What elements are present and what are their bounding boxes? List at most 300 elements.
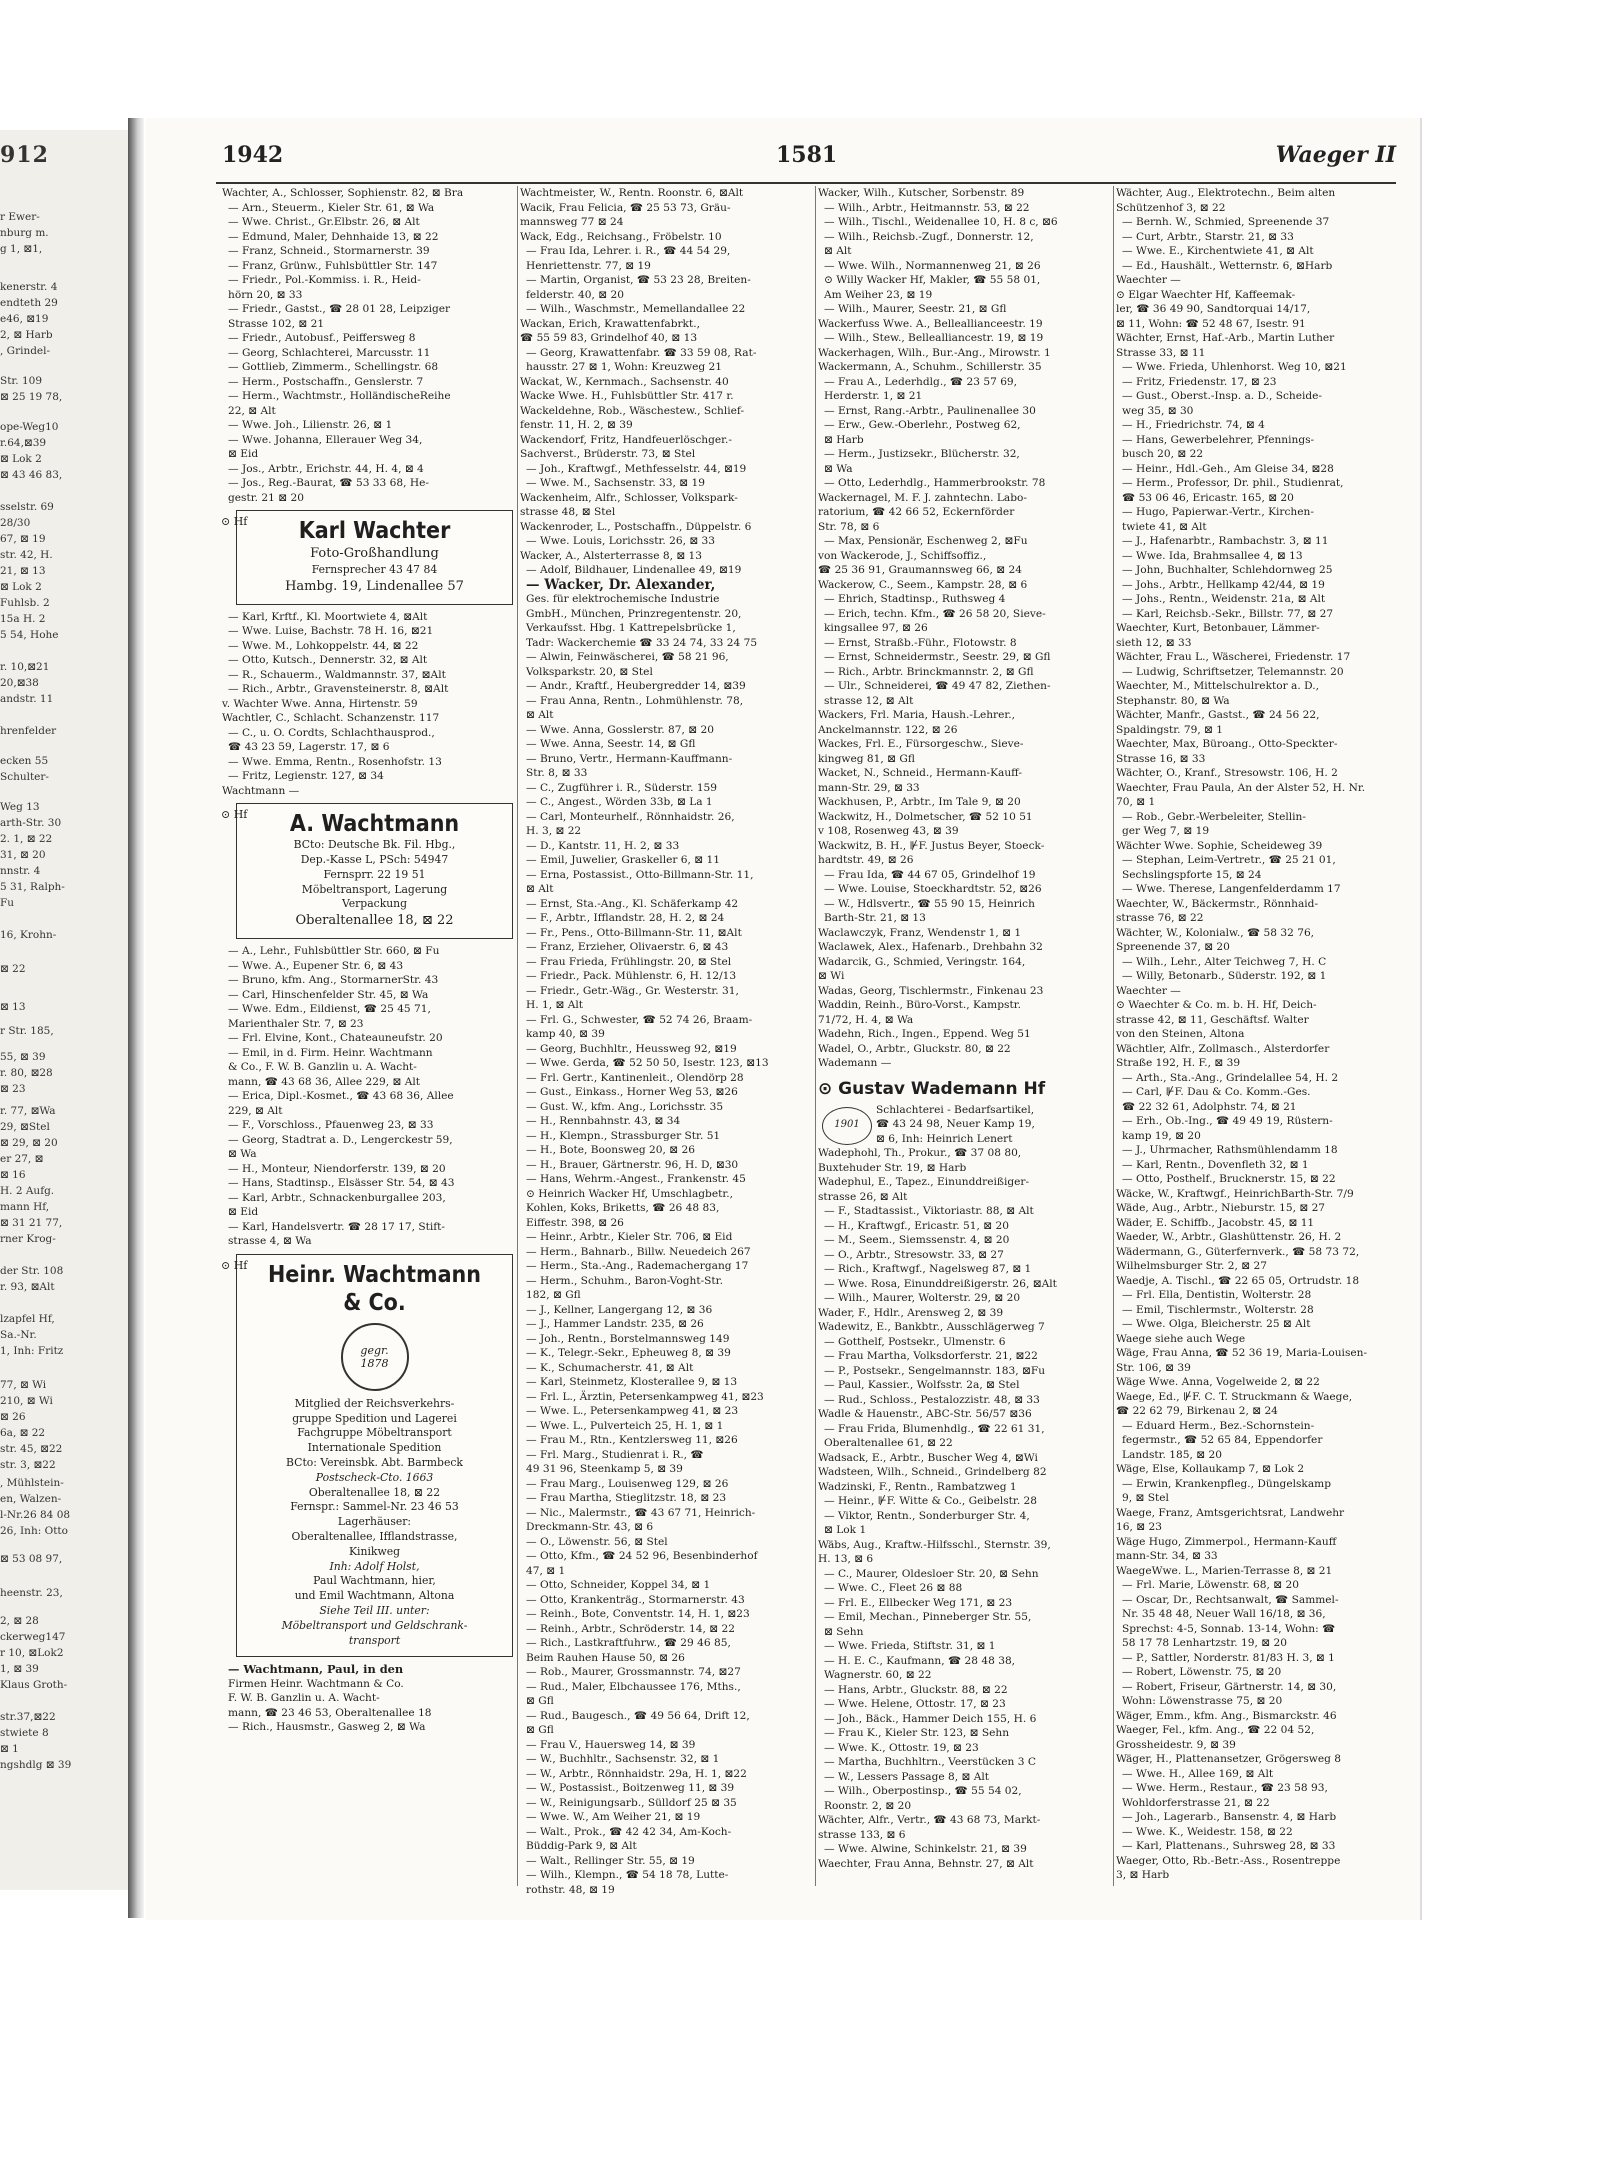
advertisement-line: BCto: Vereinsbk. Abt. Barmbeck	[286, 1455, 463, 1469]
directory-entry: — Friedr., Getr.-Wäg., Gr. Westerstr. 31,	[526, 984, 739, 997]
advertisement-line: ⊠ 6, Inh: Heinrich Lenert	[876, 1132, 1013, 1145]
previous-page-line: 210, ⊠ Wi	[0, 1395, 53, 1407]
directory-entry: — O., Löwenstr. 56, ⊠ Stel	[526, 1535, 668, 1548]
directory-entry: — Herm., Justizsekr., Blücherstr. 32,	[824, 448, 1020, 460]
advertisement-box	[221, 1254, 513, 1658]
previous-page-line: Sa.-Nr.	[0, 1329, 37, 1341]
previous-page-line: der Str. 108	[0, 1265, 64, 1277]
registered-mark: ⊙ Hf	[221, 808, 248, 822]
directory-entry: Waechter, W., Bäckermstr., Rönnhaid-	[1116, 897, 1319, 910]
header-page-number: 1581	[776, 142, 838, 168]
directory-entry: fenstr. 11, H. 2, ⊠ 39	[520, 419, 633, 431]
directory-entry: fegermstr., ☎ 52 65 84, Eppendorfer	[1122, 1434, 1323, 1446]
directory-entry: Marienthaler Str. 7, ⊠ 23	[228, 1017, 364, 1030]
directory-entry: Wächter, Aug., Elektrotechn., Beim alten	[1116, 187, 1336, 199]
directory-entry: kingweg 81, ⊠ Gfl	[818, 752, 915, 765]
directory-entry: Wäger, H., Plattenansetzer, Grögersweg 8	[1116, 1753, 1342, 1765]
directory-entry: Wadle & Hauenstr., ABC-Str. 56/57 ⊠36	[818, 1408, 1032, 1420]
directory-entry: — Wilh., Maurer, Wolterstr. 29, ⊠ 20	[824, 1292, 1021, 1304]
directory-entry: — Karl, Rentn., Dovenfleth 32, ⊠ 1	[1122, 1158, 1309, 1171]
previous-page-line: arth-Str. 30	[0, 817, 62, 829]
directory-entry: — Ehrich, Stadtinsp., Ruthsweg 4	[824, 593, 1006, 605]
directory-entry: Wachter, A., Schlosser, Sophienstr. 82, ⊠ Bra	[222, 187, 464, 199]
previous-page-line: heenstr. 23,	[0, 1587, 63, 1599]
directory-entry: — Wwe. Ida, Brahmsallee 4, ⊠ 13	[1122, 549, 1303, 562]
directory-entry: Wackenroder, L., Postschaffn., Düppelstr. 6	[520, 520, 752, 533]
directory-entry: Buxtehuder Str. 19, ⊠ Harb	[818, 1161, 967, 1174]
directory-entry: — Frl. Marg., Studienrat i. R., ☎	[526, 1448, 704, 1461]
directory-entry: 47, ⊠ 1	[526, 1564, 566, 1577]
directory-entry: — Hans, Arbtr., Gluckstr. 88, ⊠ 22	[824, 1683, 1008, 1696]
directory-entry: H. 13, ⊠ 6	[818, 1553, 874, 1565]
directory-entry: busch 20, ⊠ 22	[1122, 448, 1204, 460]
directory-entry: — Rich., Arbtr., Gravensteinerstr. 8, ⊠Alt	[228, 683, 449, 696]
directory-entry: F. W. B. Ganzlin u. A. Wacht-	[228, 1692, 380, 1705]
directory-entry: — H., Brauer, Gärtnerstr. 96, H. D, ⊠30	[526, 1158, 739, 1171]
directory-entry: strasse 133, ⊠ 6	[818, 1828, 906, 1841]
directory-entry: — Wwe. Anna, Gosslerstr. 87, ⊠ 20	[526, 723, 714, 736]
previous-page-line: er 27, ⊠	[0, 1153, 44, 1165]
directory-entry: Grossheidestr. 9, ⊠ 39	[1116, 1738, 1236, 1751]
directory-entry: — Wacker, Dr. Alexander,	[526, 576, 716, 593]
directory-entry: — Georg, Schlachterei, Marcusstr. 11	[228, 346, 431, 359]
directory-entry: — Franz, Grünw., Fuhlsbüttler Str. 147	[228, 259, 438, 272]
directory-entry: — Wilh., Klempn., ☎ 54 18 78, Lutte-	[526, 1869, 729, 1881]
directory-entry: Wächter, Ernst, Haf.-Arb., Martin Luther	[1116, 332, 1335, 344]
directory-entry: Verkaufsst. Hbg. 1 Kattrepelsbrücke 1,	[526, 622, 736, 634]
directory-entry: — Frau Ida, ☎ 44 67 05, Grindelhof 19	[824, 868, 1036, 881]
advertisement-name: & Co.	[343, 1289, 406, 1316]
directory-entry: — Eduard Herm., Bez.-Schornstein-	[1122, 1419, 1315, 1432]
previous-page-line: str. 42, H.	[0, 549, 53, 561]
directory-entry: Wadsteen, Wilh., Schneid., Grindelberg 82	[818, 1466, 1047, 1478]
column-4	[1116, 186, 1407, 1886]
directory-entry: — Herm., Postschaffn., Genslerstr. 7	[228, 375, 424, 388]
directory-page	[146, 118, 1422, 1920]
directory-entry: — W., Buchhltr., Sachsenstr. 32, ⊠ 1	[526, 1753, 720, 1765]
directory-entry: — J., Kellner, Langergang 12, ⊠ 36	[526, 1303, 713, 1316]
directory-entry: — Wwe. M., Lohkoppelstr. 44, ⊠ 22	[228, 639, 419, 652]
directory-entry: Wächter, Manfr., Gastst., ☎ 24 56 22,	[1116, 709, 1320, 721]
advertisement-line: Kinikweg	[348, 1544, 400, 1558]
directory-entry: — R., Schauerm., Waldmannstr. 37, ⊠Alt	[228, 668, 446, 681]
directory-entry: Waege, Ed., ⊮F. C. T. Struckmann & Waege,	[1116, 1390, 1353, 1403]
advertisement-line: Oberaltenallee, Ifflandstrasse,	[291, 1529, 458, 1543]
registered-mark: ⊙ Hf	[221, 515, 248, 528]
directory-entry: — Hans, Stadtinsp., Elsässer Str. 54, ⊠ 43	[228, 1177, 455, 1190]
previous-page-line: r Str. 185,	[0, 1025, 54, 1037]
previous-page-line: nnstr. 4	[0, 865, 41, 877]
directory-entry: hardtstr. 49, ⊠ 26	[818, 854, 914, 866]
directory-entry: — Wachtmann, Paul, in den	[228, 1662, 404, 1677]
directory-entry: Henriettenstr. 77, ⊠ 19	[526, 259, 651, 272]
founding-seal: 1901	[822, 1107, 872, 1145]
directory-entry: — Friedr., Pack. Mühlenstr. 6, H. 12/13	[526, 970, 737, 982]
directory-entry: — Georg, Buchhltr., Heussweg 92, ⊠19	[526, 1042, 737, 1055]
advertisement-name: A. Wachtmann	[289, 811, 460, 838]
directory-entry: Anckelmannstr. 122, ⊠ 26	[818, 723, 958, 736]
directory-entry: Wohldorferstrasse 21, ⊠ 22	[1122, 1796, 1270, 1809]
directory-entry: Wackwitz, B. H., ⊮F. Justus Beyer, Stoeck-	[818, 839, 1045, 852]
directory-entry: — Wilh., Stew., Bellealliancestr. 19, ⊠ 19	[824, 332, 1044, 344]
directory-entry: Wackendorf, Fritz, Handfeuerlöschger.-	[520, 433, 732, 446]
directory-entry: — C., Angest., Wörden 33b, ⊠ La 1	[526, 796, 713, 808]
advertisement-line: Schlachterei - Bedarfsartikel,	[876, 1103, 1035, 1116]
directory-entry: ⊙ Willy Wacker Hf, Makler, ☎ 55 58 01,	[824, 274, 1041, 286]
directory-entry: — Wwe. H., Allee 169, ⊠ Alt	[1122, 1767, 1274, 1780]
directory-entry: Ges. für elektrochemische Industrie	[526, 593, 720, 605]
directory-entry: — Frau Marg., Louisenweg 129, ⊠ 26	[526, 1477, 729, 1490]
previous-page-line: l-Nr.26 84 08	[0, 1509, 71, 1521]
advertisement-line: Mitglied der Reichsverkehrs-	[294, 1396, 455, 1410]
directory-entry: — C., Maurer, Oldesloer Str. 20, ⊠ Sehn	[824, 1567, 1039, 1580]
directory-entry: Tadr: Wackerchemie ☎ 33 24 74, 33 24 75	[526, 636, 758, 649]
directory-entry: hausstr. 27 ⊠ 1, Wohn: Kreuzweg 21	[526, 361, 723, 373]
previous-page-line: endteth 29	[0, 297, 58, 309]
previous-page-line: 2, ⊠ Harb	[0, 329, 53, 341]
directory-entry: — Walt., Prok., ☎ 42 42 34, Am-Koch-	[526, 1825, 732, 1838]
directory-entry: — Karl, Plattenans., Suhrsweg 28, ⊠ 33	[1122, 1840, 1336, 1852]
directory-entry: — Martin, Organist, ☎ 53 23 28, Breiten-	[526, 274, 751, 286]
previous-page-line: Fu	[0, 897, 15, 909]
advertisement-line: Fernspr.: Sammel-Nr. 23 46 53	[290, 1500, 459, 1514]
directory-entry: — Hans, Gewerbelehrer, Pfennings-	[1122, 433, 1315, 446]
directory-entry: Wohn: Löwenstrasse 75, ⊠ 20	[1122, 1695, 1283, 1707]
directory-entry: mannsweg 77 ⊠ 24	[520, 216, 624, 228]
directory-entry: Waechter, Frau Anna, Behnstr. 27, ⊠ Alt	[818, 1857, 1034, 1870]
previous-page-line: ⊠ 25 19 78,	[0, 391, 63, 403]
directory-entry: & Co., F. W. B. Ganzlin u. A. Wacht-	[228, 1061, 417, 1074]
directory-entry: — Bruno, Vertr., Hermann-Kauffmann-	[526, 752, 733, 765]
previous-page-line: e46, ⊠19	[0, 313, 49, 325]
previous-page-line: Fuhlsb. 2	[0, 597, 50, 609]
directory-entry: — Otto, Lederhdlg., Hammerbrookstr. 78	[824, 477, 1046, 489]
directory-entry: — Wwe. Johanna, Ellerauer Weg 34,	[228, 433, 423, 446]
directory-entry: 49 31 96, Steenkamp 5, ⊠ 39	[526, 1463, 683, 1475]
directory-entry: — Wwe. K., Ottostr. 19, ⊠ 23	[824, 1741, 979, 1754]
previous-page-line: ⊠ 23	[0, 1083, 26, 1095]
directory-entry: — Rud., Baugesch., ☎ 49 56 64, Drift 12,	[526, 1709, 750, 1722]
directory-entry: Waedje, A. Tischl., ☎ 22 65 05, Ortrudstr. 18	[1116, 1274, 1360, 1287]
previous-page-line: Schulter-	[0, 771, 49, 783]
directory-entry: — Wwe. M., Sachsenstr. 33, ⊠ 19	[526, 477, 705, 489]
directory-entry: 3, ⊠ Harb	[1116, 1869, 1170, 1881]
directory-entry: Str. 78, ⊠ 6	[818, 520, 880, 533]
directory-entry: twiete 41, ⊠ Alt	[1122, 520, 1207, 533]
directory-entry: — Emil, in d. Firm. Heinr. Wachtmann	[228, 1046, 433, 1059]
advertisement-line: Siehe Teil III. unter:	[319, 1603, 430, 1617]
directory-entry: — Frl. Elvine, Kont., Chateauneufstr. 20	[228, 1032, 443, 1045]
previous-page-line: ckerweg147	[0, 1631, 66, 1643]
advertisement-line: Verpackung	[341, 897, 408, 911]
directory-entry: — Emil, Juwelier, Graskeller 6, ⊠ 11	[526, 854, 720, 866]
advertisement-line: Fachgruppe Möbeltransport	[297, 1426, 452, 1440]
directory-entry: Waege, Franz, Amtsgerichtsrat, Landwehr	[1116, 1506, 1345, 1519]
column-divider	[1113, 186, 1114, 1886]
directory-entry: strasse 76, ⊠ 22	[1116, 912, 1204, 924]
previous-page-line: ⊠ 26	[0, 1411, 26, 1423]
previous-page-line: ⊠ 29, ⊠ 20	[0, 1137, 58, 1149]
previous-page-line: ⊠ 22	[0, 963, 26, 975]
directory-entry: gestr. 21 ⊠ 20	[228, 491, 304, 504]
directory-entry: — Karl, Reichsb.-Sekr., Billstr. 77, ⊠ 27	[1122, 607, 1334, 620]
directory-entry: ⊠ Alt	[526, 709, 554, 721]
right-margin	[1422, 118, 1600, 1920]
directory-entry: — Bruno, kfm. Ang., StormarnerStr. 43	[228, 974, 439, 987]
directory-entry: — Wilh., Lehr., Alter Teichweg 7, H. C	[1122, 955, 1327, 968]
previous-page-line: 15a H. 2	[0, 613, 46, 625]
directory-entry: Wackan, Erich, Krawattenfabrkt.,	[520, 317, 700, 330]
previous-page-line: 2, ⊠ 28	[0, 1615, 39, 1627]
directory-entry: — Heinr., ⊮F. Witte & Co., Geibelstr. 28	[824, 1495, 1038, 1507]
directory-entry: — Frl. L., Ärztin, Petersenkampweg 41, ⊠23	[526, 1390, 764, 1403]
directory-entry: — Rich., Kraftwgf., Nagelsweg 87, ⊠ 1	[824, 1263, 1032, 1275]
directory-entry: ⊠ Gfl	[526, 1724, 554, 1736]
previous-page-line: ngshdlg ⊠ 39	[0, 1759, 72, 1771]
directory-entry: — J., Hafenarbtr., Rambachstr. 3, ⊠ 11	[1122, 535, 1329, 547]
directory-entry: kamp 19, ⊠ 20	[1122, 1129, 1201, 1142]
directory-entry: — Wwe. Wilh., Normannenweg 21, ⊠ 26	[824, 259, 1041, 272]
previous-page-line: 5 54, Hohe	[0, 629, 59, 641]
directory-entry: — Franz, Schneid., Stormarnerstr. 39	[228, 245, 430, 257]
directory-entry: — Ed., Haushält., Wetternstr. 6, ⊠Harb	[1122, 259, 1333, 272]
directory-entry: v. Wachter Wwe. Anna, Hirtenstr. 59	[222, 697, 418, 710]
directory-entry: Strasse 33, ⊠ 11	[1116, 346, 1206, 359]
directory-entry: Wackenheim, Alfr., Schlosser, Volkspark-	[520, 491, 738, 504]
directory-entry: kingsallee 97, ⊠ 26	[824, 622, 928, 634]
advertisement-line: Oberaltenallee 18, ⊠ 22	[308, 1485, 441, 1499]
directory-entry: — Walt., Rellinger Str. 55, ⊠ 19	[526, 1854, 695, 1867]
previous-page-line: ⊠ Lok 2	[0, 453, 42, 465]
previous-page-line: 26, Inh: Otto	[0, 1525, 68, 1537]
directory-entry: — Frl. G., Schwester, ☎ 52 74 26, Braam-	[526, 1013, 753, 1026]
directory-entry: — Gottlieb, Zimmerm., Schellingstr. 68	[228, 361, 439, 373]
directory-entry: — Jos., Arbtr., Erichstr. 44, H. 4, ⊠ 4	[228, 462, 424, 475]
directory-entry: ratorium, ☎ 42 66 52, Eckernförder	[818, 506, 1015, 518]
previous-page-line: 6a, ⊠ 22	[0, 1427, 46, 1439]
directory-entry: Wadephul, E., Tapez., Einunddreißiger-	[818, 1176, 1030, 1188]
directory-entry: — Erna, Postassist., Otto-Billmann-Str. 11,	[526, 868, 754, 881]
previous-page-line: 77, ⊠ Wi	[0, 1379, 47, 1391]
directory-entry: 9, ⊠ Stel	[1122, 1492, 1169, 1504]
directory-entry: — Karl, Handelsvertr. ☎ 28 17 17, Stift-	[228, 1220, 445, 1233]
directory-entry: — Karl, Krftf., Kl. Moortwiete 4, ⊠Alt	[228, 610, 428, 623]
directory-entry: — Wwe. Emma, Rentn., Rosenhofstr. 13	[228, 755, 442, 768]
directory-entry: mann-Str. 29, ⊠ 33	[818, 781, 920, 794]
directory-entry: — Oscar, Dr., Rechtsanwalt, ☎ Sammel-	[1122, 1593, 1339, 1606]
directory-entry: v 108, Rosenweg 43, ⊠ 39	[818, 825, 959, 837]
directory-entry: — Georg, Krawattenfabr. ☎ 33 59 08, Rat-	[526, 346, 757, 359]
directory-entry: — Viktor, Rentn., Sonderburger Str. 4,	[824, 1509, 1030, 1522]
directory-entry: — Wwe. Herm., Restaur., ☎ 23 58 93,	[1122, 1782, 1328, 1794]
directory-entry: Straße 192, H. F., ⊠ 39	[1116, 1057, 1241, 1069]
directory-entry: weg 35, ⊠ 30	[1122, 404, 1194, 417]
directory-entry: — H., Monteur, Niendorferstr. 139, ⊠ 20	[228, 1162, 446, 1175]
directory-entry: — Carl, Monteurhelf., Rönnhaidstr. 26,	[526, 810, 735, 823]
directory-entry: Waeder, W., Arbtr., Glashüttenstr. 26, H. 2	[1116, 1231, 1342, 1243]
directory-entry: — W., Reinigungsarb., Sülldorf 25 ⊠ 35	[526, 1796, 737, 1809]
directory-entry: ☎ 55 59 83, Grindelhof 40, ⊠ 13	[520, 332, 698, 344]
directory-entry: — Willy, Betonarb., Süderstr. 192, ⊠ 1	[1122, 970, 1327, 982]
directory-entry: — Erw., Gew.-Oberlehr., Postweg 62,	[824, 419, 1021, 431]
directory-entry: Wäge, Else, Kollaukamp 7, ⊠ Lok 2	[1116, 1463, 1305, 1475]
directory-entry: — Carl, ⊮F. Dau & Co. Komm.-Ges.	[1122, 1086, 1311, 1098]
advertisement-line: transport	[348, 1633, 401, 1647]
registered-mark: ⊙ Hf	[221, 1258, 248, 1272]
directory-entry: ☎ 25 36 91, Graumannsweg 66, ⊠ 24	[818, 564, 1023, 576]
directory-entry: — Heinr., Hdl.-Geh., Am Gleise 34, ⊠28	[1122, 462, 1334, 475]
advertisement-line: Fernsprr. 22 19 51	[323, 867, 426, 881]
directory-entry: — Franz, Erzieher, Olivaerstr. 6, ⊠ 43	[526, 941, 729, 953]
directory-entry: Wackeldehne, Rob., Wäschestew., Schlief-	[520, 404, 745, 417]
directory-entry: — Wilh., Maurer, Seestr. 21, ⊠ Gfl	[824, 303, 1007, 315]
directory-entry: — Otto, Kfm., ☎ 24 52 96, Besenbinderhof	[526, 1550, 758, 1562]
previous-page-line: 67, ⊠ 19	[0, 533, 46, 545]
previous-page-line: 28/30	[0, 517, 31, 529]
directory-entry: — Rich., Lastkraftfuhrw., ☎ 29 46 85,	[526, 1637, 731, 1649]
directory-entry: — F., Arbtr., Ifflandstr. 28, H. 2, ⊠ 24	[526, 912, 725, 924]
directory-entry: 58 17 78 Lenhartzstr. 19, ⊠ 20	[1122, 1637, 1287, 1649]
directory-entry: Wächter, Frau L., Wäscherei, Friedenstr. 17	[1116, 651, 1351, 663]
directory-entry: — H. E. C., Kaufmann, ☎ 28 48 38,	[824, 1654, 1016, 1667]
directory-entry: — Robert, Friseur, Gärtnerstr. 14, ⊠ 30,	[1122, 1680, 1337, 1693]
directory-entry: Eiffestr. 398, ⊠ 26	[526, 1216, 624, 1229]
directory-entry: — Arth., Sta.-Ang., Grindelallee 54, H. 2	[1122, 1071, 1339, 1084]
directory-entry: strasse 4, ⊠ Wa	[228, 1235, 312, 1248]
directory-entry: — F., Stadtassist., Viktoriastr. 88, ⊠ Alt	[824, 1205, 1034, 1217]
directory-entry: Waechter —	[1116, 274, 1181, 286]
previous-page-line: r. 10,⊠21	[0, 661, 50, 673]
directory-entry: Wäge Hugo, Zimmerpol., Hermann-Kauff	[1116, 1535, 1337, 1548]
directory-entry: — Karl, Arbtr., Schnackenburgallee 203,	[228, 1191, 446, 1204]
directory-entry: — Frau M., Rtn., Kentzlersweg 11, ⊠26	[526, 1434, 738, 1446]
directory-entry: — Emil, Mechan., Pinneberger Str. 55,	[824, 1611, 1032, 1623]
directory-entry: — K., Schumacherstr. 41, ⊠ Alt	[526, 1361, 694, 1374]
directory-entry: ⊙ Elgar Waechter Hf, Kaffeemak-	[1116, 288, 1296, 301]
directory-entry: — D., Kantstr. 11, H. 2, ⊠ 33	[526, 839, 680, 852]
directory-entry: — M., Seem., Siemssenstr. 4, ⊠ 20	[824, 1234, 1010, 1246]
directory-entry: — Frl. Gertr., Kantinenleit., Olendörp 28	[526, 1071, 744, 1084]
directory-entry: ⊠ Eid	[228, 448, 259, 460]
directory-entry: — C., Zugführer i. R., Süderstr. 159	[526, 781, 718, 794]
previous-page-line: mann Hf,	[0, 1201, 50, 1213]
previous-page-line: ⊠ 16	[0, 1169, 26, 1181]
directory-entry: — Gotthelf, Postsekr., Ulmenstr. 6	[824, 1335, 1006, 1348]
header-rule	[216, 182, 1396, 184]
column-3	[818, 186, 1109, 1886]
previous-page-line: 21, ⊠ 13	[0, 565, 46, 577]
directory-entry: ger Weg 7, ⊠ 19	[1122, 825, 1210, 837]
previous-page-line: en, Walzen-	[0, 1493, 62, 1505]
page-header	[216, 138, 1396, 178]
seal-year: 1878	[360, 1356, 389, 1370]
previous-page-line: str.37,⊠22	[0, 1711, 56, 1723]
directory-entry: — Friedr., Autobusf., Peiffersweg 8	[228, 332, 416, 344]
directory-entry: Wadel, O., Arbtr., Gluckstr. 80, ⊠ 22	[818, 1042, 1011, 1055]
directory-entry: ⊠ Wi	[818, 970, 845, 982]
directory-entry: — Wwe. Anna, Seestr. 14, ⊠ Gfl	[526, 738, 696, 750]
previous-page-line: ecken 55	[0, 755, 49, 767]
directory-entry: strasse 48, ⊠ Stel	[520, 506, 616, 518]
directory-entry: Firmen Heinr. Wachtmann & Co.	[228, 1677, 404, 1690]
directory-entry: — Ludwig, Schriftsetzer, Telemannstr. 20	[1122, 665, 1344, 678]
directory-entry: — Wwe. Frieda, Uhlenhorst. Weg 10, ⊠21	[1122, 361, 1347, 373]
previous-page-line: andstr. 11	[0, 693, 54, 705]
directory-entry: — Herm., Professor, Dr. phil., Studienrat,	[1122, 477, 1344, 489]
advertisement-line: Fernsprecher 43 47 84	[311, 563, 438, 576]
directory-entry: — Wwe. Rosa, Einunddreißigerstr. 26, ⊠Alt	[824, 1277, 1057, 1290]
directory-entry: Sprechst: 4-5, Sonnab. 13-14, Wohn: ☎	[1122, 1622, 1336, 1635]
header-year: 1942	[222, 142, 284, 168]
directory-entry: — Wwe. Luise, Bachstr. 78 H. 16, ⊠21	[228, 625, 434, 638]
advertisement-line: Möbeltransport, Lagerung	[301, 882, 448, 896]
directory-entry: — Frau Anna, Rentn., Lohmühlenstr. 78,	[526, 694, 744, 707]
directory-entry: — John, Buchhalter, Schlehdornweg 25	[1122, 564, 1333, 576]
previous-page-year: 912	[0, 142, 49, 168]
directory-entry: ☎ 22 32 61, Adolphstr. 74, ⊠ 21	[1122, 1100, 1297, 1113]
directory-entry: — Herm., Wachtmstr., HolländischeReihe	[228, 390, 451, 402]
directory-entry: ⊠ Gfl	[526, 1695, 554, 1707]
directory-entry: — Rob., Maurer, Grossmannstr. 74, ⊠27	[526, 1666, 741, 1678]
directory-entry: Landstr. 185, ⊠ 20	[1122, 1448, 1222, 1461]
previous-page-line: Weg 13	[0, 801, 40, 813]
directory-entry: Waege siehe auch Wege	[1116, 1332, 1246, 1345]
directory-entry: Wackerow, C., Seem., Kampstr. 28, ⊠ 6	[818, 578, 1028, 591]
running-head-name: Waeger	[1275, 142, 1368, 168]
directory-entry: — P., Sattler, Norderstr. 81/83 H. 3, ⊠ 1	[1122, 1651, 1335, 1664]
directory-entry: — Reinh., Arbtr., Schröderstr. 14, ⊠ 22	[526, 1622, 735, 1635]
directory-entry: — Rich., Arbtr. Brinckmannstr. 2, ⊠ Gfl	[824, 665, 1034, 678]
previous-page-line: , Grindel-	[0, 345, 51, 357]
advertisement-line: Foto-Großhandlung	[310, 546, 439, 561]
directory-entry: — Johs., Rentn., Weidenstr. 21a, ⊠ Alt	[1122, 593, 1326, 605]
directory-entry: Wächtler, Alfr., Zollmasch., Alsterdorfer	[1116, 1042, 1330, 1055]
book-binding-gutter	[128, 118, 144, 1918]
directory-entry: Roonstr. 2, ⊠ 20	[824, 1799, 912, 1812]
directory-entry: — Emil, Tischlermstr., Wolterstr. 28	[1122, 1303, 1314, 1316]
directory-entry: — Gust., Oberst.-Insp. a. D., Scheide-	[1122, 390, 1323, 402]
previous-page-line: 55, ⊠ 39	[0, 1051, 46, 1063]
directory-entry: Wadephohl, Th., Prokur., ☎ 37 08 80,	[818, 1147, 1022, 1159]
directory-entry: 22, ⊠ Alt	[228, 404, 276, 417]
directory-entry: — Rud., Maler, Elbchaussee 176, Mths.,	[526, 1680, 741, 1693]
directory-entry: Wadzinski, F., Rentn., Rambatzweg 1	[818, 1480, 1017, 1493]
directory-entry: Wacker, Wilh., Kutscher, Sorbenstr. 89	[818, 187, 1025, 199]
directory-entry: — H., Bote, Boonsweg 20, ⊠ 26	[526, 1144, 695, 1156]
directory-entry: ☎ 43 23 59, Lagerstr. 17, ⊠ 6	[228, 741, 390, 754]
directory-entry: — Carl, Hinschenfelder Str. 45, ⊠ Wa	[228, 988, 429, 1001]
directory-entry: — Andr., Kraftf., Heubergredder 14, ⊠39	[526, 680, 746, 692]
directory-entry: — Georg, Stadtrat a. D., Lengerckestr 59,	[228, 1133, 453, 1146]
column-1	[222, 186, 513, 1886]
directory-entry: Waeger, Fel., kfm. Ang., ☎ 22 04 52,	[1116, 1724, 1315, 1736]
directory-entry: Waeger, Otto, Rb.-Betr.-Ass., Rosentreppe	[1116, 1854, 1341, 1867]
directory-entry: Wilhelmsburger Str. 2, ⊠ 27	[1116, 1260, 1267, 1272]
directory-entry: — Wwe. Joh., Lilienstr. 26, ⊠ 1	[228, 419, 393, 431]
directory-entry: — Heinr., Arbtr., Kieler Str. 706, ⊠ Eid	[526, 1231, 733, 1243]
directory-entry: — Wwe. L., Petersenkampweg 41, ⊠ 23	[526, 1405, 739, 1417]
directory-entry: Wächter Wwe. Sophie, Scheideweg 39	[1116, 839, 1323, 852]
directory-entry: — Max, Pensionär, Eschenweg 2, ⊠Fu	[824, 535, 1028, 547]
directory-entry: Nr. 35 48 48, Neuer Wall 16/18, ⊠ 36,	[1122, 1608, 1326, 1620]
directory-entry: Waechter, M., Mittelschulrektor a. D.,	[1116, 680, 1319, 692]
advertisement-line: Hambg. 19, Lindenallee 57	[285, 578, 464, 594]
directory-entry: — Wwe. Louise, Stoeckhardtstr. 52, ⊠26	[824, 883, 1042, 895]
previous-page-line: r.64,⊠39	[0, 437, 47, 449]
directory-entry: — Frau A., Lederhdlg., ☎ 23 57 69,	[824, 375, 1018, 388]
directory-entry: — Ernst, Straßb.-Führ., Flotowstr. 8	[824, 636, 1017, 649]
directory-entry: ⊠ Alt	[824, 245, 852, 257]
